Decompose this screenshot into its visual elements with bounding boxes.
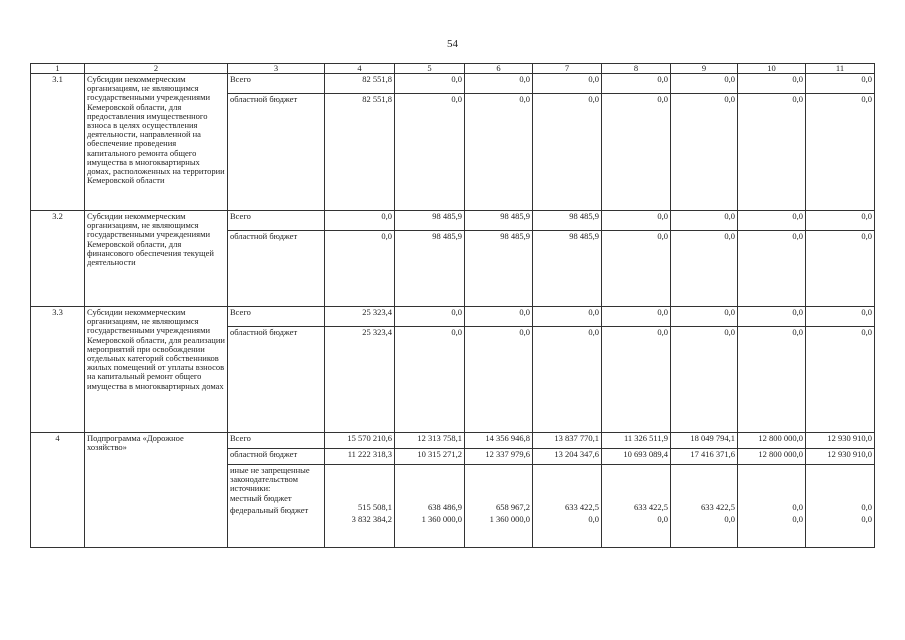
value-cell: 0,0 (602, 74, 671, 94)
value-cell: 0,0 (395, 74, 465, 94)
value-cell: 15 570 210,6 (325, 433, 395, 449)
value-cell: 0,0 (533, 94, 602, 211)
value-cell (671, 465, 738, 548)
other-source-value: 0,0 (861, 514, 872, 525)
value-cell (533, 465, 602, 548)
value-cell: 0,0 (738, 231, 806, 307)
value-cell: 12 800 000,0 (738, 449, 806, 465)
spacer (673, 466, 735, 503)
column-header: 3 (228, 64, 325, 74)
other-source-value: 0,0 (792, 502, 803, 512)
source-label: Всего (228, 433, 325, 449)
value-cell: 0,0 (738, 94, 806, 211)
row-number: 4 (31, 433, 85, 548)
value-cell: 12 337 979,6 (465, 449, 533, 465)
row-number: 3.1 (31, 74, 85, 211)
value-cell: 0,0 (602, 327, 671, 433)
spacer (397, 466, 462, 503)
value-cell: 98 485,9 (533, 211, 602, 231)
value-cell: 0,0 (671, 211, 738, 231)
spacer (808, 466, 872, 503)
column-header: 5 (395, 64, 465, 74)
value-cell: 98 485,9 (465, 231, 533, 307)
value-cell: 0,0 (671, 231, 738, 307)
value-cell (395, 465, 465, 548)
value-cell: 0,0 (806, 327, 875, 433)
value-cell: 0,0 (806, 211, 875, 231)
column-header: 11 (806, 64, 875, 74)
value-cell: 10 315 271,2 (395, 449, 465, 465)
value-cell: 0,0 (671, 74, 738, 94)
source-label: областной бюджет (228, 327, 325, 433)
spacer (327, 466, 392, 503)
other-source-label: федеральный бюджет (230, 504, 309, 515)
other-sources-heading: иные не запрещенные законодательством источники: (230, 465, 310, 494)
other-source-value: 0,0 (724, 514, 735, 525)
value-cell: 0,0 (602, 231, 671, 307)
row-number: 3.3 (31, 307, 85, 433)
table-body (31, 64, 875, 548)
budget-table (30, 63, 875, 548)
header-row (31, 64, 875, 74)
other-source-value: 1 360 000,0 (421, 514, 462, 525)
source-label: Всего (228, 211, 325, 231)
source-label: Всего (228, 307, 325, 327)
source-label: областной бюджет (228, 231, 325, 307)
spacer (604, 466, 668, 503)
source-label: Всего (228, 74, 325, 94)
value-cell: 98 485,9 (395, 211, 465, 231)
other-source-value: 3 832 384,2 (351, 514, 392, 525)
value-cell: 0,0 (465, 74, 533, 94)
other-source-value: 0,0 (861, 502, 872, 512)
row-description: Субсидии некоммерческим организациям, не являющимся государственными учреждениями Кемеровской области, для реализации мероприятий при освобождении отдельных категорий собственников жилых помещений от уплаты взносов на капитальный ремонт общего имущества в многоквартирных домах (85, 307, 228, 433)
value-cell: 0,0 (806, 94, 875, 211)
column-header: 7 (533, 64, 602, 74)
value-cell: 12 800 000,0 (738, 433, 806, 449)
value-cell: 0,0 (738, 211, 806, 231)
value-cell: 0,0 (671, 327, 738, 433)
value-cell: 0,0 (465, 94, 533, 211)
table-row (31, 307, 875, 327)
other-source-value: 1 360 000,0 (489, 514, 530, 525)
column-header: 8 (602, 64, 671, 74)
value-cell: 0,0 (325, 231, 395, 307)
value-cell: 11 222 318,3 (325, 449, 395, 465)
value-cell: 25 323,4 (325, 307, 395, 327)
source-label: областной бюджет (228, 449, 325, 465)
row-number: 3.2 (31, 211, 85, 307)
other-source-value: 0,0 (588, 514, 599, 525)
value-cell: 0,0 (325, 211, 395, 231)
value-cell: 13 204 347,6 (533, 449, 602, 465)
value-cell: 12 930 910,0 (806, 433, 875, 449)
value-cell: 0,0 (806, 231, 875, 307)
value-cell: 13 837 770,1 (533, 433, 602, 449)
column-header: 4 (325, 64, 395, 74)
value-cell: 0,0 (602, 211, 671, 231)
value-cell (738, 465, 806, 548)
other-source-value: 515 508,1 (358, 502, 392, 512)
value-cell: 17 416 371,6 (671, 449, 738, 465)
value-cell (806, 465, 875, 548)
value-cell (602, 465, 671, 548)
spacer (740, 466, 803, 503)
value-cell: 0,0 (533, 327, 602, 433)
value-cell: 12 313 758,1 (395, 433, 465, 449)
value-cell: 0,0 (533, 74, 602, 94)
column-header: 9 (671, 64, 738, 74)
page-number: 54 (447, 38, 458, 50)
value-cell: 98 485,9 (533, 231, 602, 307)
value-cell: 0,0 (671, 307, 738, 327)
table-row (31, 211, 875, 231)
value-cell: 0,0 (602, 94, 671, 211)
value-cell: 0,0 (533, 307, 602, 327)
value-cell: 0,0 (738, 327, 806, 433)
value-cell (465, 465, 533, 548)
column-header: 1 (31, 64, 85, 74)
table-row (31, 433, 875, 449)
other-source-value: 0,0 (792, 514, 803, 525)
other-source-value: 633 422,5 (634, 502, 668, 512)
other-source-value: 638 486,9 (428, 502, 462, 512)
other-source-value: 633 422,5 (565, 502, 599, 512)
column-header: 2 (85, 64, 228, 74)
spacer (535, 466, 599, 503)
other-source-value: 633 422,5 (701, 502, 735, 512)
source-label: областной бюджет (228, 94, 325, 211)
value-cell: 98 485,9 (395, 231, 465, 307)
row-description: Подпрограмма «Дорожное хозяйство» (85, 433, 228, 548)
value-cell: 0,0 (671, 94, 738, 211)
source-label (228, 465, 325, 548)
row-description: Субсидии некоммерческим организациям, не являющимся государственными учреждениями Кемеровской области, для предоставления имущественного взноса в целях осуществления деятельности, направленной на обеспечение проведения капитального ремонта общего имущества в многоквартирных домах, расположенных на территории Кемеровской области (85, 74, 228, 211)
value-cell: 11 326 511,9 (602, 433, 671, 449)
value-cell: 0,0 (602, 307, 671, 327)
value-cell: 0,0 (395, 327, 465, 433)
other-source-label: местный бюджет (230, 492, 292, 503)
value-cell: 12 930 910,0 (806, 449, 875, 465)
value-cell: 0,0 (738, 307, 806, 327)
value-cell: 10 693 089,4 (602, 449, 671, 465)
value-cell: 0,0 (806, 307, 875, 327)
value-cell: 0,0 (395, 94, 465, 211)
value-cell: 0,0 (395, 307, 465, 327)
other-source-value: 658 967,2 (496, 502, 530, 512)
column-header: 6 (465, 64, 533, 74)
value-cell: 0,0 (738, 74, 806, 94)
value-cell: 0,0 (806, 74, 875, 94)
column-header: 10 (738, 64, 806, 74)
other-source-value: 0,0 (657, 514, 668, 525)
value-cell: 14 356 946,8 (465, 433, 533, 449)
value-cell: 82 551,8 (325, 74, 395, 94)
value-cell: 18 049 794,1 (671, 433, 738, 449)
value-cell: 25 323,4 (325, 327, 395, 433)
value-cell: 0,0 (465, 327, 533, 433)
row-description: Субсидии некоммерческим организациям, не являющимся государственными учреждениями Кемеровской области, для финансового обеспечения текущей деятельности (85, 211, 228, 307)
table-row (31, 74, 875, 94)
value-cell (325, 465, 395, 548)
spacer (467, 466, 530, 503)
value-cell: 0,0 (465, 307, 533, 327)
value-cell: 98 485,9 (465, 211, 533, 231)
value-cell: 82 551,8 (325, 94, 395, 211)
